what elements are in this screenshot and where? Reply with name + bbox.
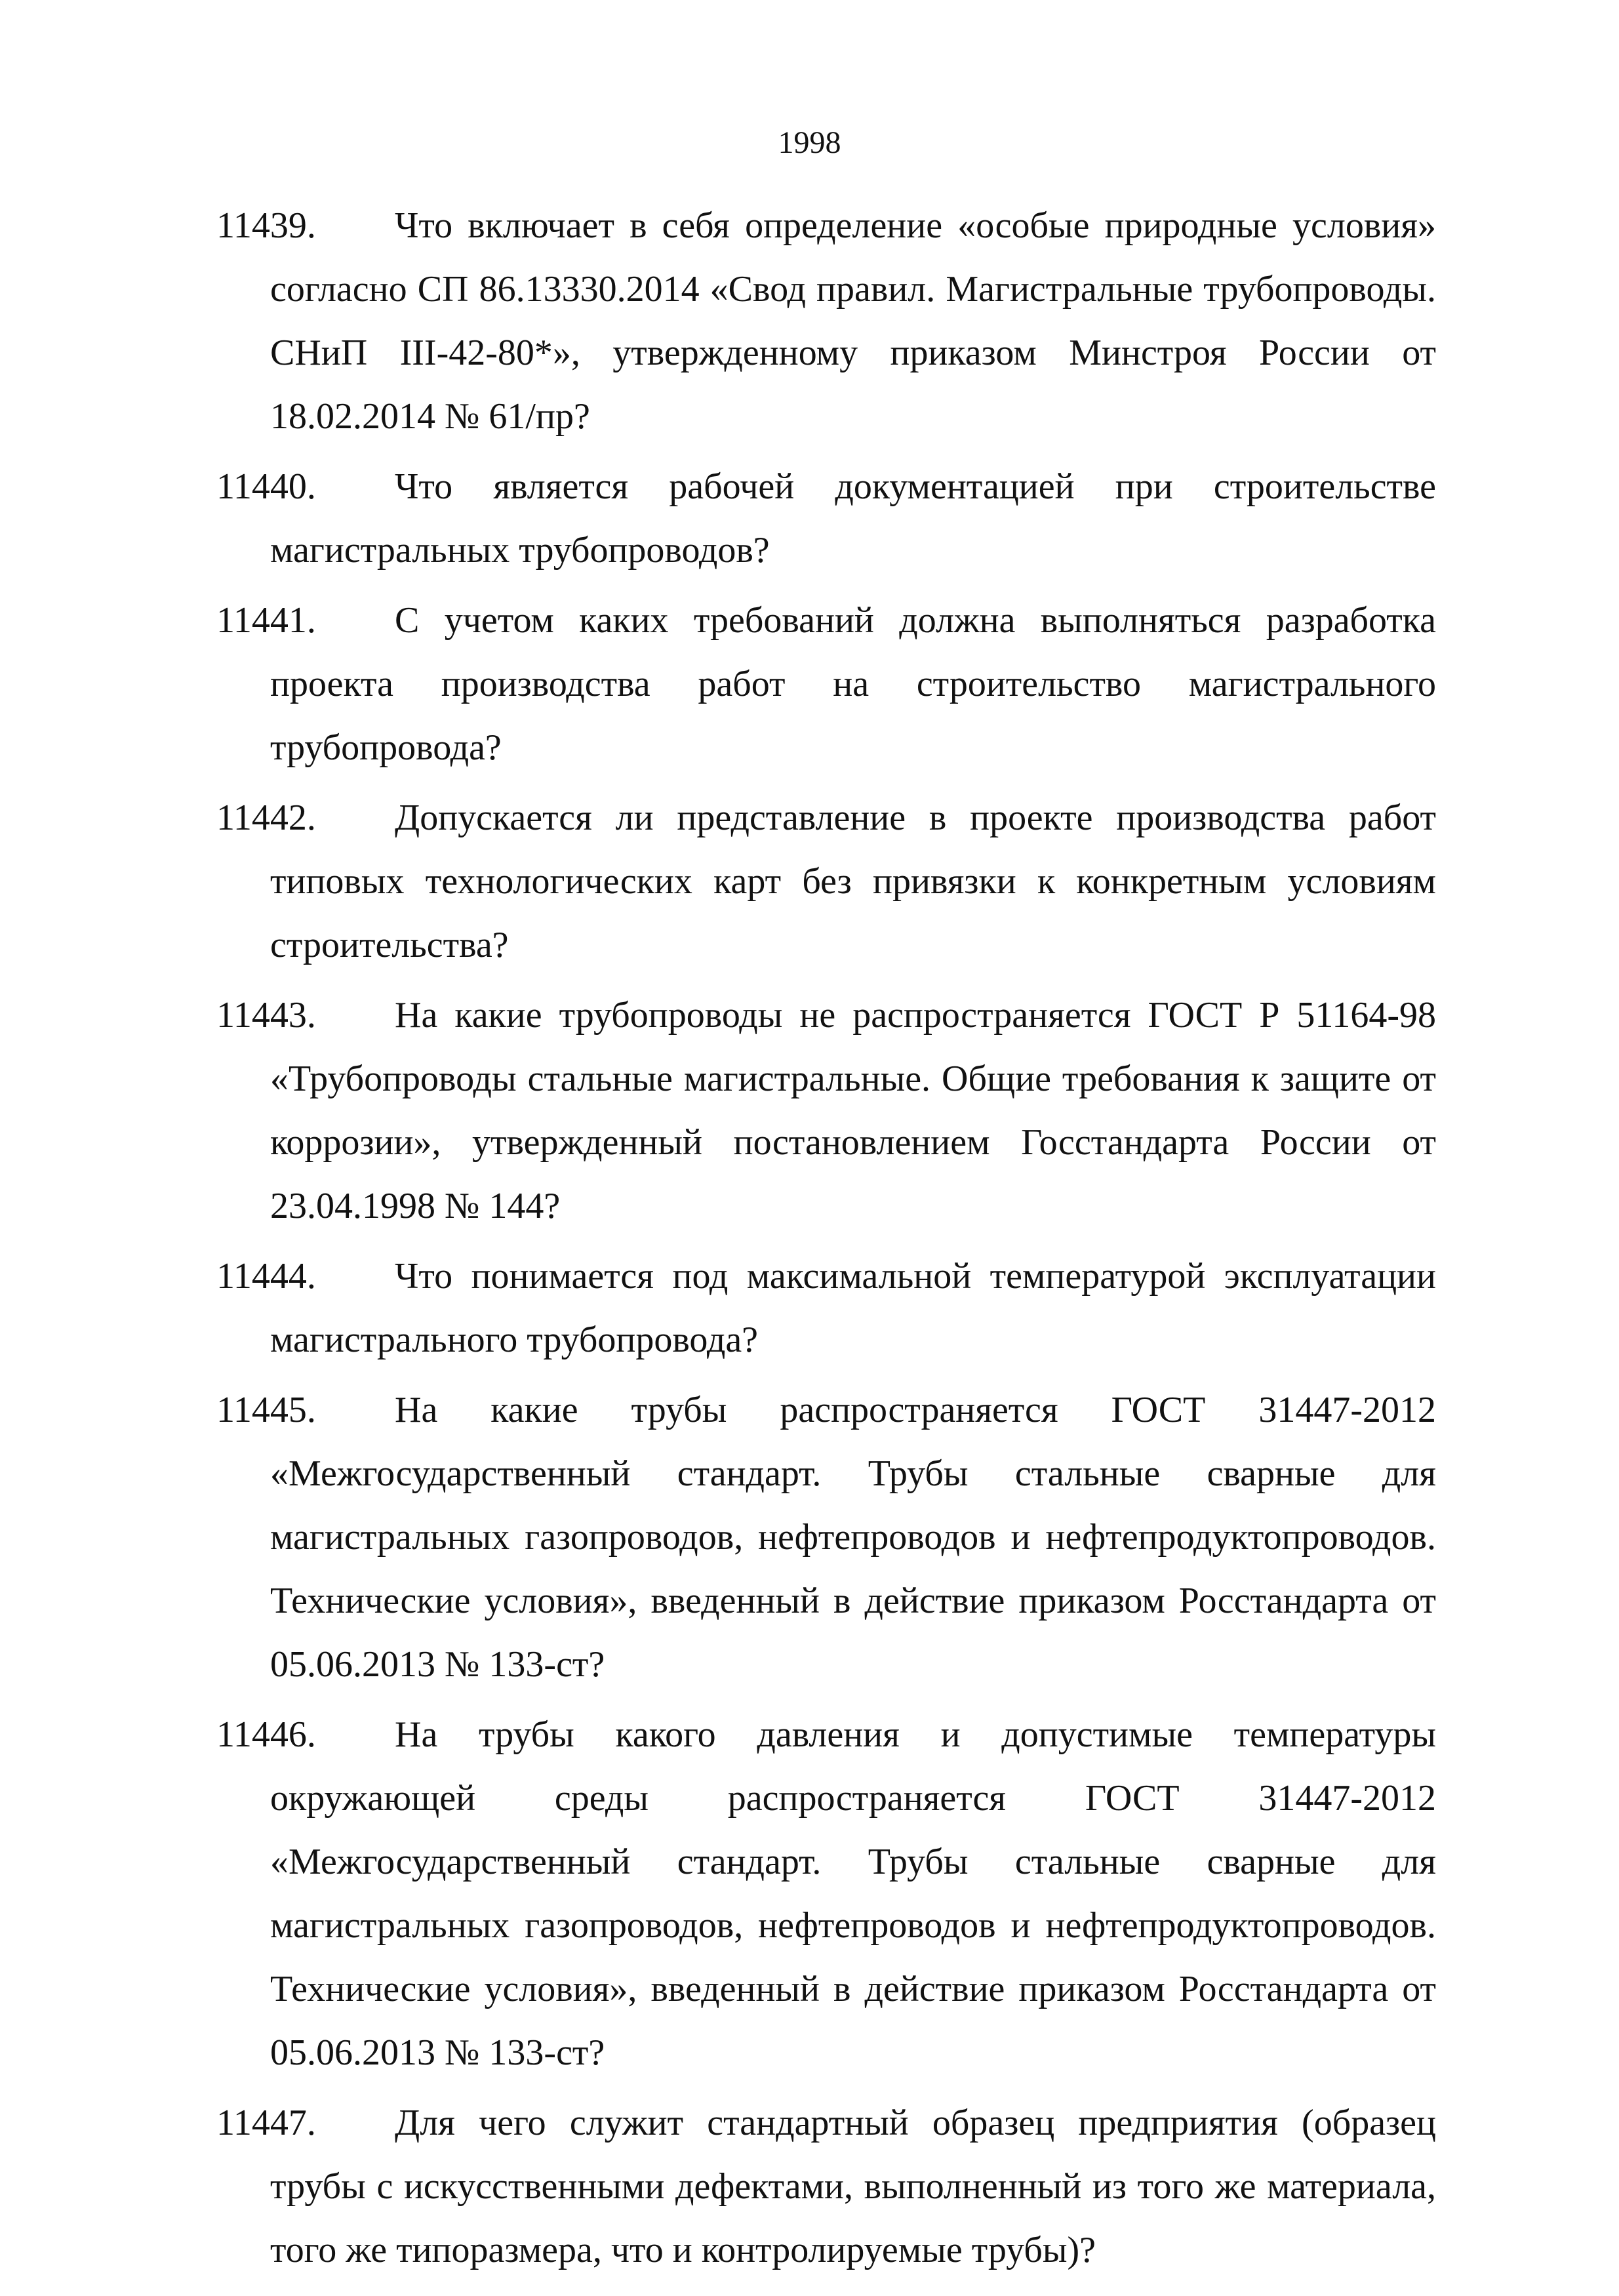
question-item xyxy=(216,1703,1436,2085)
question-number: 11439. xyxy=(216,205,316,246)
question-number: 11446. xyxy=(216,1714,316,1755)
page-number: 1998 xyxy=(778,125,841,160)
question-text: Что включает в себя определение «особые природные условия» согласно СП 86.13330.2014 «Свод правил. Магистральные трубопроводы. СНиП III-42-80*», утвержденному приказом Минстроя России от 18.02.2014 № 61/пр? xyxy=(270,205,1436,437)
question-text: Что понимается под максимальной температурой эксплуатации магистрального трубопровода? xyxy=(270,1256,1436,1360)
question-item xyxy=(216,2091,1436,2282)
question-item xyxy=(216,786,1436,977)
question-text: На трубы какого давления и допустимые температуры окружающей среды распространяется ГОСТ 31447-2012 «Межгосударственный стандарт. Трубы стальные сварные для магистральных газопроводов, нефтепроводов и нефтепродуктопроводов. Технические условия», введенный в действие приказом Росстандарта от 05.06.2013 № 133-ст? xyxy=(270,1714,1436,2073)
question-text: Что является рабочей документацией при строительстве магистральных трубопроводов? xyxy=(270,466,1436,571)
question-item xyxy=(216,589,1436,780)
question-text: Для чего служит стандартный образец предприятия (образец трубы с искусственными дефектами, выполненный из того же материала, того же типоразмера, что и контролируемые трубы)? xyxy=(270,2103,1436,2270)
question-number: 11441. xyxy=(216,600,316,641)
question-list xyxy=(216,194,1436,2289)
question-text: Допускается ли представление в проекте производства работ типовых технологических карт без привязки к конкретным условиям строительства? xyxy=(270,797,1436,965)
question-number: 11447. xyxy=(216,2103,316,2143)
question-number: 11442. xyxy=(216,797,316,838)
question-number: 11443. xyxy=(216,995,316,1036)
question-number: 11440. xyxy=(216,466,316,507)
question-number: 11444. xyxy=(216,1256,316,1297)
question-item xyxy=(216,194,1436,449)
question-item xyxy=(216,1245,1436,1372)
question-number: 11445. xyxy=(216,1390,316,1430)
question-item xyxy=(216,455,1436,582)
question-text: С учетом каких требований должна выполняться разработка проекта производства работ на строительство магистрального трубопровода? xyxy=(270,600,1436,768)
question-text: На какие трубы распространяется ГОСТ 31447-2012 «Межгосударственный стандарт. Трубы стальные сварные для магистральных газопроводов, нефтепроводов и нефтепродуктопроводов. Технические условия», введенный в действие приказом Росстандарта от 05.06.2013 № 133-ст? xyxy=(270,1390,1436,1685)
question-text: На какие трубопроводы не распространяется ГОСТ Р 51164-98 «Трубопроводы стальные магистральные. Общие требования к защите от коррозии», утвержденный постановлением Госстандарта России от 23.04.1998 № 144? xyxy=(270,995,1436,1226)
question-item xyxy=(216,984,1436,1238)
question-item xyxy=(216,1379,1436,1697)
